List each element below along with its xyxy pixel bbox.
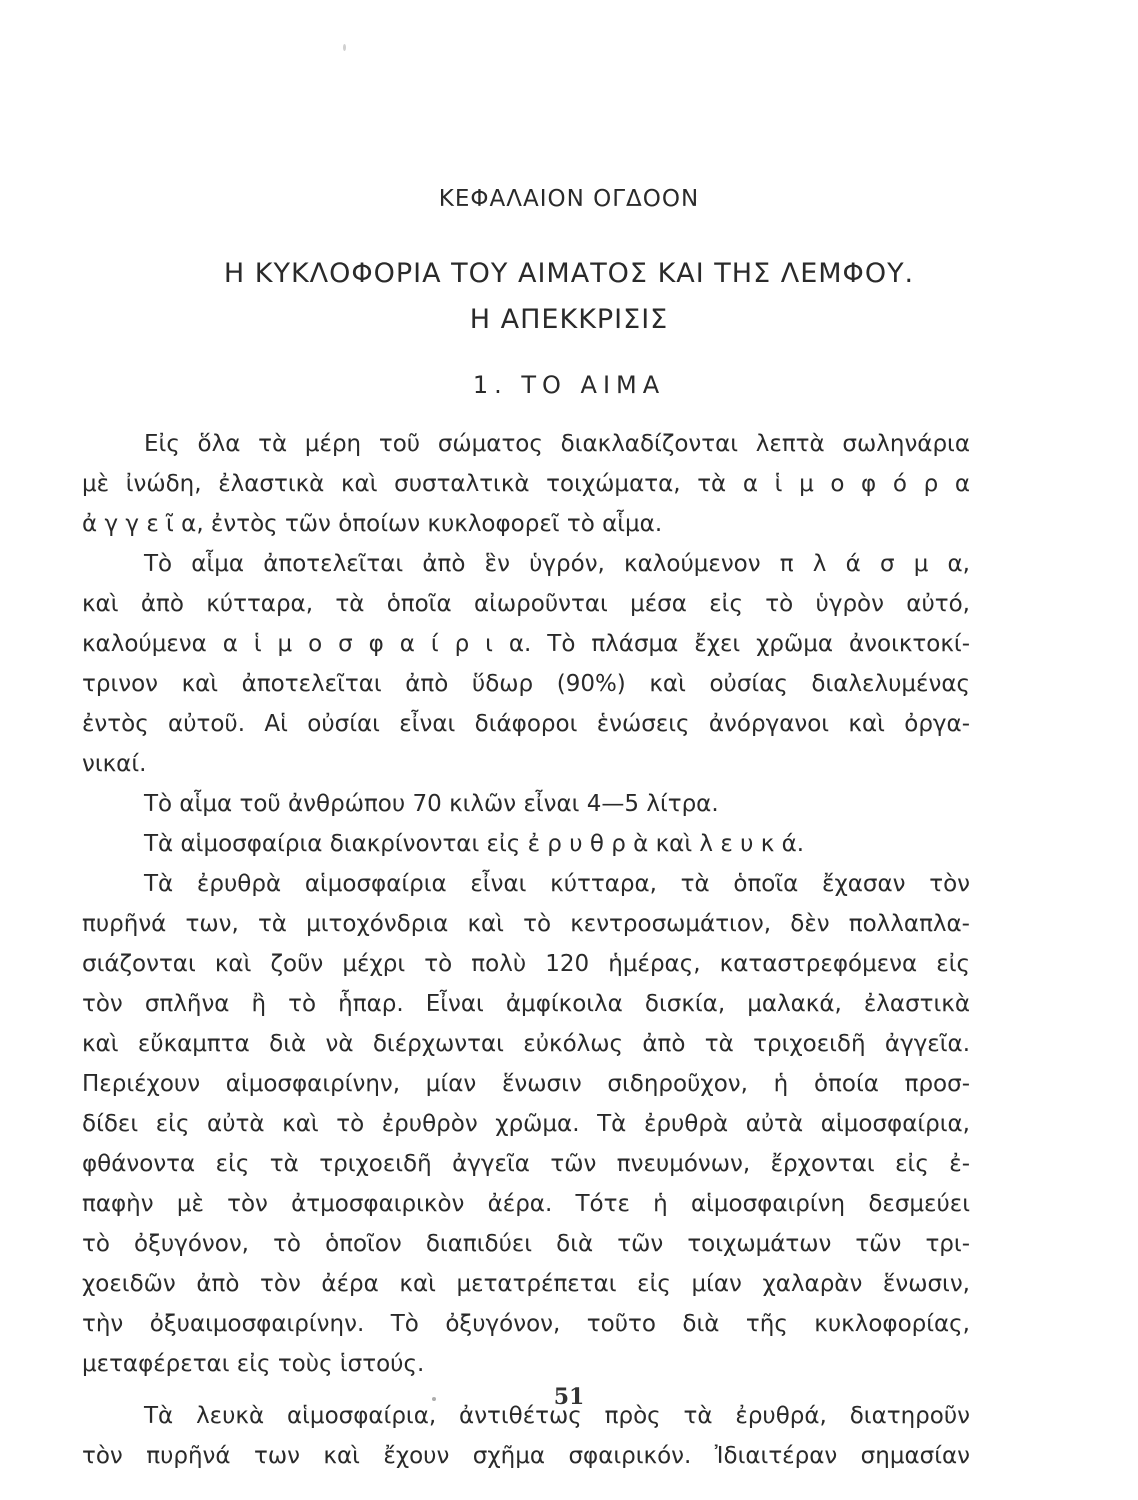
text-line: καὶ εὔκαμπτα διὰ νὰ διέρχωνται εὐκόλως ἀπὸ τὰ τριχοειδῆ ἀγγεῖα. (82, 1031, 970, 1057)
text-line: Τὸ αἷμα τοῦ ἀνθρώπου 70 κιλῶν εἶναι 4—5 λίτρα. (144, 791, 719, 817)
text-line: δίδει εἰς αὐτὰ καὶ τὸ ἐρυθρὸν χρῶμα. Τὰ ἐρυθρὰ αὐτὰ αἱμοσφαίρια, (82, 1111, 970, 1137)
text-line: Τὰ αἱμοσφαίρια διακρίνονται εἰς ἐ ρ υ θ ρ ὰ καὶ λ ε υ κ ά. (144, 831, 805, 857)
text-line: τρινον καὶ ἀποτελεῖται ἀπὸ ὕδωρ (90%) καὶ οὐσίας διαλελυμένας (82, 671, 970, 697)
text-line: ἀ γ γ ε ῖ α, ἐντὸς τῶν ὁποίων κυκλοφορεῖ τὸ αἷμα. (82, 511, 663, 537)
text-line: Εἰς ὅλα τὰ μέρη τοῦ σώματος διακλαδίζονται λεπτὰ σωληνάρια (144, 431, 970, 457)
text-line: σιάζονται καὶ ζοῦν μέχρι τὸ πολὺ 120 ἡμέρας, καταστρεφόμενα εἰς (82, 951, 970, 977)
text-line: καλούμενα α ἱ μ ο σ φ α ί ρ ι α. Τὸ πλάσμα ἔχει χρῶμα ἀνοικτοκί- (82, 631, 970, 657)
text-line: νικαί. (82, 751, 147, 777)
chapter-title-line-1: Η ΚΥΚΛΟΦΟΡΙΑ ΤΟΥ ΑΙΜΑΤΟΣ ΚΑΙ ΤΗΣ ΛΕΜΦΟΥ. (223, 258, 915, 289)
text-line: Περιέχουν αἱμοσφαιρίνην, μίαν ἕνωσιν σιδηροῦχον, ἡ ὁποία προσ- (82, 1071, 970, 1097)
chapter-title-line-2: Η ΑΠΕΚΚΡΙΣΙΣ (469, 304, 669, 335)
text-line: φθάνοντα εἰς τὰ τριχοειδῆ ἀγγεῖα τῶν πνευμόνων, ἔρχονται εἰς ἐ- (82, 1151, 970, 1177)
text-line: καὶ ἀπὸ κύτταρα, τὰ ὁποῖα αἰωροῦνται μέσα εἰς τὸ ὑγρὸν αὐτό, (82, 591, 970, 617)
scan-speck (432, 1397, 436, 1401)
text-line: Τὰ λευκὰ αἱμοσφαίρια, ἀντιθέτως πρὸς τὰ ἐρυθρά, διατηροῦν (144, 1403, 970, 1429)
text-line: μεταφέρεται εἰς τοὺς ἱστούς. (82, 1351, 425, 1377)
text-line: τὸν πυρῆνά των καὶ ἔχουν σχῆμα σφαιρικόν. Ἰδιαιτέραν σημασίαν (82, 1443, 970, 1469)
text-line: τὸ ὀξυγόνον, τὸ ὁποῖον διαπιδύει διὰ τῶν τοιχωμάτων τῶν τρι- (82, 1231, 970, 1257)
text-line: τὸν σπλῆνα ἢ τὸ ἧπαρ. Εἶναι ἀμφίκοιλα δισκία, μαλακά, ἐλαστικὰ (82, 991, 970, 1017)
chapter-label: ΚΕΦΑΛΑΙΟΝ ΟΓΔΟΟΝ (438, 186, 700, 212)
text-line: Τὰ ἐρυθρὰ αἱμοσφαίρια εἶναι κύτταρα, τὰ ὁποῖα ἔχασαν τὸν (144, 871, 970, 897)
text-line: χοειδῶν ἀπὸ τὸν ἀέρα καὶ μετατρέπεται εἰς μίαν χαλαρὰν ἕνωσιν, (82, 1271, 970, 1297)
text-line: ἐντὸς αὐτοῦ. Αἱ οὐσίαι εἶναι διάφοροι ἑνώσεις ἀνόργανοι καὶ ὀργα- (82, 711, 970, 737)
text-line: πυρῆνά των, τὰ μιτοχόνδρια καὶ τὸ κεντροσωμάτιον, δὲν πολλαπλα- (82, 911, 970, 937)
text-line: μὲ ἰνώδη, ἐλαστικὰ καὶ συσταλτικὰ τοιχώματα, τὰ α ἱ μ ο φ ό ρ α (82, 471, 970, 497)
section-heading: 1. ΤΟ ΑΙΜΑ (472, 371, 666, 399)
scan-speck (343, 44, 346, 51)
page-number: 51 (553, 1384, 585, 1410)
text-line: Τὸ αἷμα ἀποτελεῖται ἀπὸ ἓν ὑγρόν, καλούμενον π λ ά σ μ α, (144, 551, 970, 577)
text-line: τὴν ὀξυαιμοσφαιρίνην. Τὸ ὀξυγόνον, τοῦτο διὰ τῆς κυκλοφορίας, (82, 1311, 970, 1337)
text-line: παφὴν μὲ τὸν ἀτμοσφαιρικὸν ἀέρα. Τότε ἡ αἱμοσφαιρίνη δεσμεύει (82, 1191, 970, 1217)
